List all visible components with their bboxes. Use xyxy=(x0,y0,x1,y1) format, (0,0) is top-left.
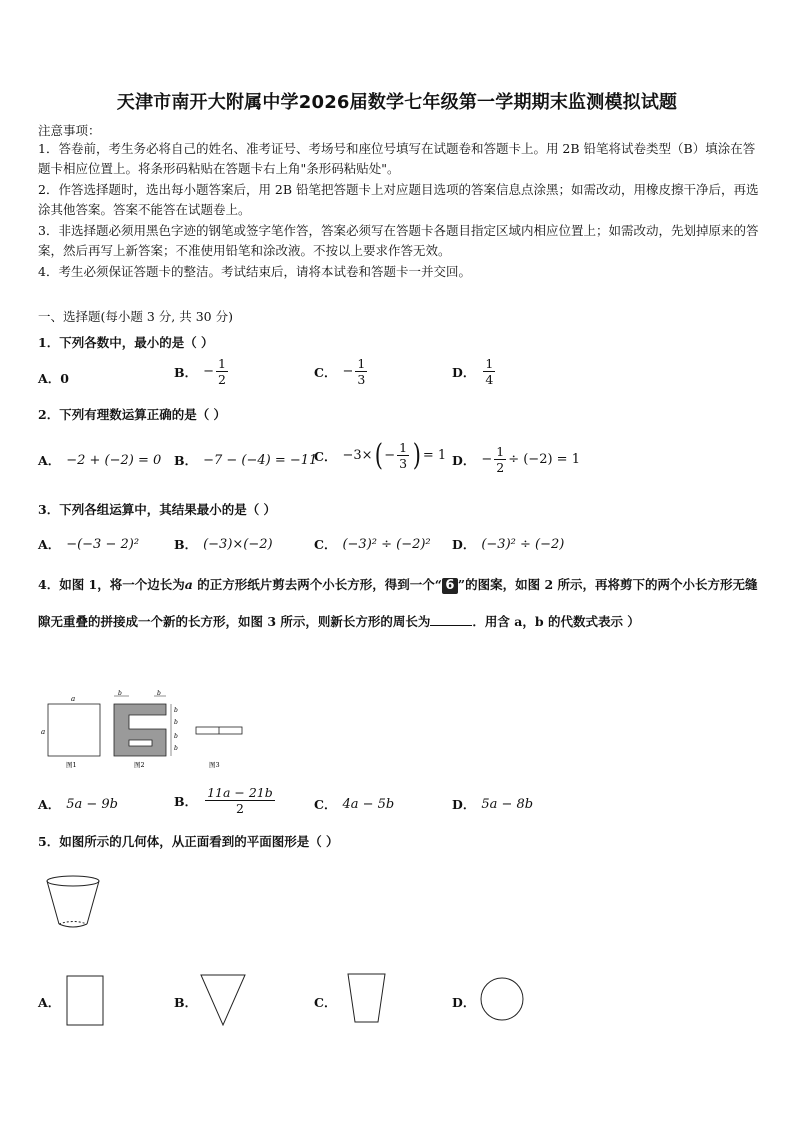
q4-option-c[interactable] xyxy=(314,795,394,813)
q5-option-b[interactable] xyxy=(174,993,203,1011)
answer-blank xyxy=(430,613,472,626)
q5-option-c-trapezoid[interactable] xyxy=(347,973,387,1025)
question-4-stem: 4．如图 1，将一个边长为a 的正方形纸片剪去两个小长方形，得到一个“ 6 ”的图案，如图 2 所示，再将剪下的两个小长方形无缝隙无重叠的拼接成一个新的长方形，如图 3 所示，则新长方形的周长为 ．用含 a，b 的代数式表示 ） xyxy=(38,577,758,629)
q3-option-d-label: D． xyxy=(452,537,476,552)
q4-option-b[interactable]: B． $\frac{11a - 21b}{2}$ xyxy=(174,785,273,816)
q3-option-c-expr: (−3)² ÷ (−2)² xyxy=(342,536,431,552)
notice-item-4: 4．考生必须保证答题卡的整洁。考试结束后，请将本试卷和答题卡一并交回。 xyxy=(38,264,471,279)
q3-option-c-label: C． xyxy=(314,537,337,552)
question-1-stem: 1．下列各数中，最小的是（ ） xyxy=(38,335,214,350)
fig3-label: 图3 xyxy=(209,761,220,769)
q1-option-a[interactable] xyxy=(38,369,75,387)
fig2-six-shape xyxy=(114,704,166,756)
q3-option-d[interactable] xyxy=(452,535,564,553)
q1-option-a-label: A．0 xyxy=(38,371,69,386)
q1-option-b-label: B． xyxy=(174,364,198,380)
q3-option-d-expr: (−3)² ÷ (−2) xyxy=(481,536,565,552)
q5-option-d[interactable] xyxy=(452,993,481,1011)
section-heading: 一、选择题(每小题 3 分, 共 30 分) xyxy=(38,309,233,324)
q2-option-b-expr: −7 − (−4) = −11 xyxy=(203,452,318,468)
q5-option-c-label: C． xyxy=(314,995,337,1010)
svg-text:b: b xyxy=(118,690,122,697)
q4-option-a-label: A． xyxy=(38,797,61,812)
notice-item-2: 2．作答选择题时，选出每小题答案后，用 2B 铅笔把答题卡上对应题目选项的答案信息点涂黑；如需改动，用橡皮擦干净后，再选涂其他答案。答案不能答在试题卷上。 xyxy=(38,182,759,217)
notice-item-3: 3．非选择题必须用黑色字迹的钢笔或签字笔作答，答案必须写在答题卡各题目指定区域内相应位置上；如需改动，先划掉原来的答案，然后再写上新答案；不准使用铅笔和涂改液。不按以上要求作答无效。 xyxy=(38,223,759,258)
q5-option-a[interactable] xyxy=(38,993,66,1011)
q1-option-c-label: C． xyxy=(314,364,337,380)
svg-text:b: b xyxy=(174,733,178,740)
q1-option-d[interactable]: D． $\frac{1}{4}$ xyxy=(452,356,494,387)
question-3-stem: 3．下列各组运算中，其结果最小的是（ ） xyxy=(38,502,277,517)
q5-option-b-label: B． xyxy=(174,995,198,1010)
notice-heading: 注意事项： xyxy=(38,123,101,138)
svg-text:a: a xyxy=(41,728,46,736)
q3-option-b-expr: (−3)×(−2) xyxy=(203,536,273,552)
question-2-stem: 2．下列有理数运算正确的是（ ） xyxy=(38,407,227,422)
q3-option-c[interactable] xyxy=(314,535,431,553)
q5-option-a-rectangle[interactable] xyxy=(66,975,106,1027)
q1-option-c[interactable]: C． − $\frac{1}{3}$ xyxy=(314,356,366,387)
fig2-label: 图2 xyxy=(134,761,145,769)
q4-option-c-expr: 4a − 5b xyxy=(342,796,395,812)
q3-option-a-expr: −(−3 − 2)² xyxy=(66,536,140,552)
q5-cup-solid xyxy=(44,872,106,936)
q3-option-a[interactable] xyxy=(38,535,139,553)
q4-option-c-label: C． xyxy=(314,797,337,812)
q4-figures xyxy=(38,686,258,772)
q2-option-d[interactable]: D． − $\frac{1}{2}$ ÷ (−2) = 1 xyxy=(452,444,580,475)
q2-option-d-label: D． xyxy=(452,452,476,468)
svg-text:b: b xyxy=(157,690,161,697)
svg-text:b: b xyxy=(174,707,178,714)
q3-option-b[interactable] xyxy=(174,535,273,553)
q4-option-a[interactable] xyxy=(38,795,118,813)
q2-option-a-label: A． xyxy=(38,453,61,468)
svg-text:b: b xyxy=(174,745,178,752)
q2-option-c[interactable]: C． −3× ( − $\frac{1}{3}$ ) = 1 xyxy=(314,437,447,473)
q2-option-c-label: C． xyxy=(314,448,337,464)
page-title: 天津市南开大附属中学2026届数学七年级第一学期期末监测模拟试题 xyxy=(116,92,678,113)
notice-item-1: 1．答卷前，考生务必将自己的姓名、准考证号、考场号和座位号填写在试题卷和答题卡上。用 2B 铅笔将试卷类型（B）填涂在答题卡相应位置上。将条形码粘贴在答题卡右上角"条形码粘贴处"。 xyxy=(38,141,756,176)
fig1-label: 图1 xyxy=(66,761,77,769)
q1-option-b[interactable]: B． − $\frac{1}{2}$ xyxy=(174,356,226,387)
fig1-square xyxy=(48,704,100,756)
q4-option-d-expr: 5a − 8b xyxy=(481,796,534,812)
q3-option-b-label: B． xyxy=(174,537,198,552)
q5-option-d-circle[interactable] xyxy=(479,976,527,1024)
q5-option-d-label: D． xyxy=(452,995,476,1010)
question-5-stem: 5．如图所示的几何体，从正面看到的平面图形是（ ） xyxy=(38,834,339,849)
q4-option-d[interactable] xyxy=(452,795,533,813)
q3-option-a-label: A． xyxy=(38,537,61,552)
q5-option-c[interactable] xyxy=(314,993,342,1011)
six-pattern-icon: 6 xyxy=(442,578,458,594)
svg-text:a: a xyxy=(71,695,76,703)
q2-option-a-expr: −2 + (−2) = 0 xyxy=(66,452,162,468)
q5-option-b-triangle[interactable] xyxy=(200,974,246,1026)
q2-option-b-label: B． xyxy=(174,453,198,468)
q2-option-a[interactable] xyxy=(38,451,161,469)
q4-option-a-expr: 5a − 9b xyxy=(66,796,118,812)
q5-option-a-label: A． xyxy=(38,995,61,1010)
q1-option-d-label: D． xyxy=(452,364,476,380)
q2-option-b[interactable] xyxy=(174,451,317,469)
q4-option-d-label: D． xyxy=(452,797,476,812)
q4-option-b-label: B． xyxy=(174,793,198,809)
svg-text:b: b xyxy=(174,719,178,726)
